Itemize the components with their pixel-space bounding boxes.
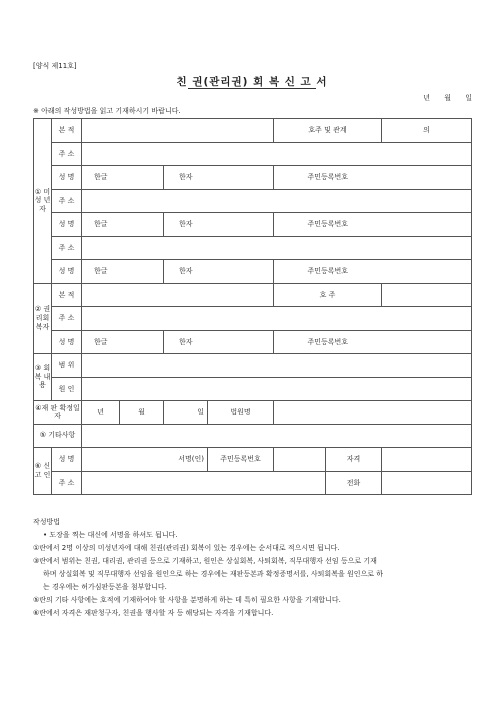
other-field[interactable] xyxy=(82,424,472,448)
hanja-field[interactable] xyxy=(208,213,274,237)
guide-line: ⑤란의 기타 사항에는 호적에 기재하여야 할 사항을 분명하게 하는 데 특히 필요한 사항을 기재합니다. xyxy=(33,596,341,604)
signature-field[interactable] xyxy=(82,448,208,472)
other-row xyxy=(34,424,472,448)
bonjeok-field[interactable] xyxy=(82,283,274,307)
juso-label: 주 소 xyxy=(52,236,82,260)
minor-name-row-1 xyxy=(34,166,472,190)
guide-line: ⑥란에서 자격은 재판청구자, 친권을 행사할 자 등 해당되는 자격을 기재합니다. xyxy=(33,609,274,617)
reporter-juso-row xyxy=(34,471,472,495)
minor-juso-row-3 xyxy=(34,236,472,260)
document-title: 친 권(관리권) 회 복 신 고 서 xyxy=(176,76,328,88)
name-label: 성 명 xyxy=(52,166,82,190)
section-minor-label: ① 미 성 년 자 xyxy=(34,119,52,284)
bonjeok-field[interactable] xyxy=(82,119,274,143)
section-trial-date-label: ④재 판 확정일자 xyxy=(34,401,82,425)
juso-field[interactable] xyxy=(82,307,472,331)
resident-no-label: 주민등록번호 xyxy=(274,330,382,354)
qualification-label: 자격 xyxy=(326,448,382,472)
hanja-label: 한자 xyxy=(164,330,208,354)
guide-line: ③란에서 범위는 친권, 대리권, 관리권 등으로 기재하고, 원인은 상실회복, 사퇴회복, 직무대행자 선임 등으로 기재 xyxy=(33,557,377,565)
juso-field[interactable] xyxy=(82,189,472,213)
resident-no-field[interactable] xyxy=(382,213,472,237)
cause-label: 원 인 xyxy=(52,377,82,401)
month-label[interactable]: 월 xyxy=(120,401,164,425)
section-restore-content-label: ③ 회복 내용 xyxy=(34,354,52,401)
juso-label: 주 소 xyxy=(52,471,82,495)
hanja-field[interactable] xyxy=(208,260,274,284)
minor-bonjeok-row xyxy=(34,119,472,143)
minor-juso-row-2 xyxy=(34,189,472,213)
date-line: 년 월 일 xyxy=(423,94,472,102)
signature-label: 서명(인) xyxy=(178,455,204,464)
reporter-name-row xyxy=(34,448,472,472)
section-reporter-label: ⑥ 신 고 인 xyxy=(34,448,52,495)
scope-field[interactable] xyxy=(82,354,472,378)
juso-field[interactable] xyxy=(82,142,472,166)
name-label: 성 명 xyxy=(52,330,82,354)
bonjeok-label: 본 적 xyxy=(52,119,82,143)
resident-no-label: 주민등록번호 xyxy=(274,260,382,284)
hangeul-field[interactable] xyxy=(120,330,164,354)
phone-field[interactable] xyxy=(382,471,472,495)
report-form-table xyxy=(33,118,472,495)
hoju-field[interactable] xyxy=(382,283,472,307)
scope-row xyxy=(34,354,472,378)
hoju-relation-field[interactable] xyxy=(382,119,472,143)
hoju-relation-label: 호주 및 관계 xyxy=(274,119,382,143)
juso-label: 주 소 xyxy=(52,142,82,166)
hanja-field[interactable] xyxy=(208,330,274,354)
section-restored-person-label: ② 권리회복자 xyxy=(34,283,52,354)
restored-bonjeok-row xyxy=(34,283,472,307)
bonjeok-label: 본 적 xyxy=(52,283,82,307)
trial-date-row xyxy=(34,401,472,425)
resident-no-field[interactable] xyxy=(382,330,472,354)
hangeul-label: 한글 xyxy=(82,166,120,190)
juso-field[interactable] xyxy=(82,471,326,495)
guide-line: 는 경우에는 허가심판등본을 첨부합니다. xyxy=(43,583,167,591)
resident-no-field[interactable] xyxy=(274,448,326,472)
resident-no-field[interactable] xyxy=(382,260,472,284)
hangeul-label: 한글 xyxy=(82,213,120,237)
phone-label: 전화 xyxy=(326,471,382,495)
hanja-label: 한자 xyxy=(164,166,208,190)
hangeul-label: 한글 xyxy=(82,330,120,354)
hanja-label: 한자 xyxy=(164,260,208,284)
resident-no-label: 주민등록번호 xyxy=(274,166,382,190)
name-label: 성 명 xyxy=(52,213,82,237)
scope-label: 범 위 xyxy=(52,354,82,378)
minor-name-row-3 xyxy=(34,260,472,284)
form-number: [양식 제11호] xyxy=(33,62,77,70)
hoju-label: 호 주 xyxy=(274,283,382,307)
hangeul-field[interactable] xyxy=(120,260,164,284)
juso-label: 주 소 xyxy=(52,189,82,213)
day-label[interactable]: 일 xyxy=(164,401,208,425)
name-label: 성 명 xyxy=(52,448,82,472)
resident-no-label: 주민등록번호 xyxy=(274,213,382,237)
hangeul-label: 한글 xyxy=(82,260,120,284)
juso-label: 주 소 xyxy=(52,307,82,331)
section-other-label: ⑤ 기타사항 xyxy=(34,424,82,448)
hangeul-field[interactable] xyxy=(120,166,164,190)
guide-line: 하며 상실회복 및 직무대행자 선임을 원인으로 하는 경우에는 재판등본과 확정증명서를, 사퇴회복을 원인으로 하 xyxy=(43,570,383,578)
guide-line: ①란에서 2명 이상의 미성년자에 대해 친권(관리권) 회복이 있는 경우에는 순서대로 적으시면 됩니다. xyxy=(33,544,340,552)
minor-juso-row-1 xyxy=(34,142,472,166)
cause-row xyxy=(34,377,472,401)
year-label[interactable]: 년 xyxy=(82,401,120,425)
juso-field[interactable] xyxy=(82,236,472,260)
restored-name-row xyxy=(34,330,472,354)
hangeul-field[interactable] xyxy=(120,213,164,237)
court-label: 법원명 xyxy=(208,401,274,425)
court-field[interactable] xyxy=(274,401,472,425)
title-underline xyxy=(188,88,316,89)
resident-no-label: 주민등록번호 xyxy=(208,448,274,472)
writing-guide xyxy=(33,516,473,620)
qualification-field[interactable] xyxy=(382,448,472,472)
name-label: 성 명 xyxy=(52,260,82,284)
ui-suffix: 의 xyxy=(423,126,430,135)
restored-juso-row xyxy=(34,307,472,331)
minor-name-row-2 xyxy=(34,213,472,237)
hanja-field[interactable] xyxy=(208,166,274,190)
guide-line: • 도장을 찍는 대신에 서명을 하셔도 됩니다. xyxy=(43,531,178,539)
hanja-label: 한자 xyxy=(164,213,208,237)
resident-no-field[interactable] xyxy=(382,166,472,190)
guide-heading: 작성방법 xyxy=(33,518,61,526)
instruction-note: ※ 아래의 작성방법을 읽고 기재하시기 바랍니다. xyxy=(33,107,181,115)
cause-field[interactable] xyxy=(82,377,472,401)
